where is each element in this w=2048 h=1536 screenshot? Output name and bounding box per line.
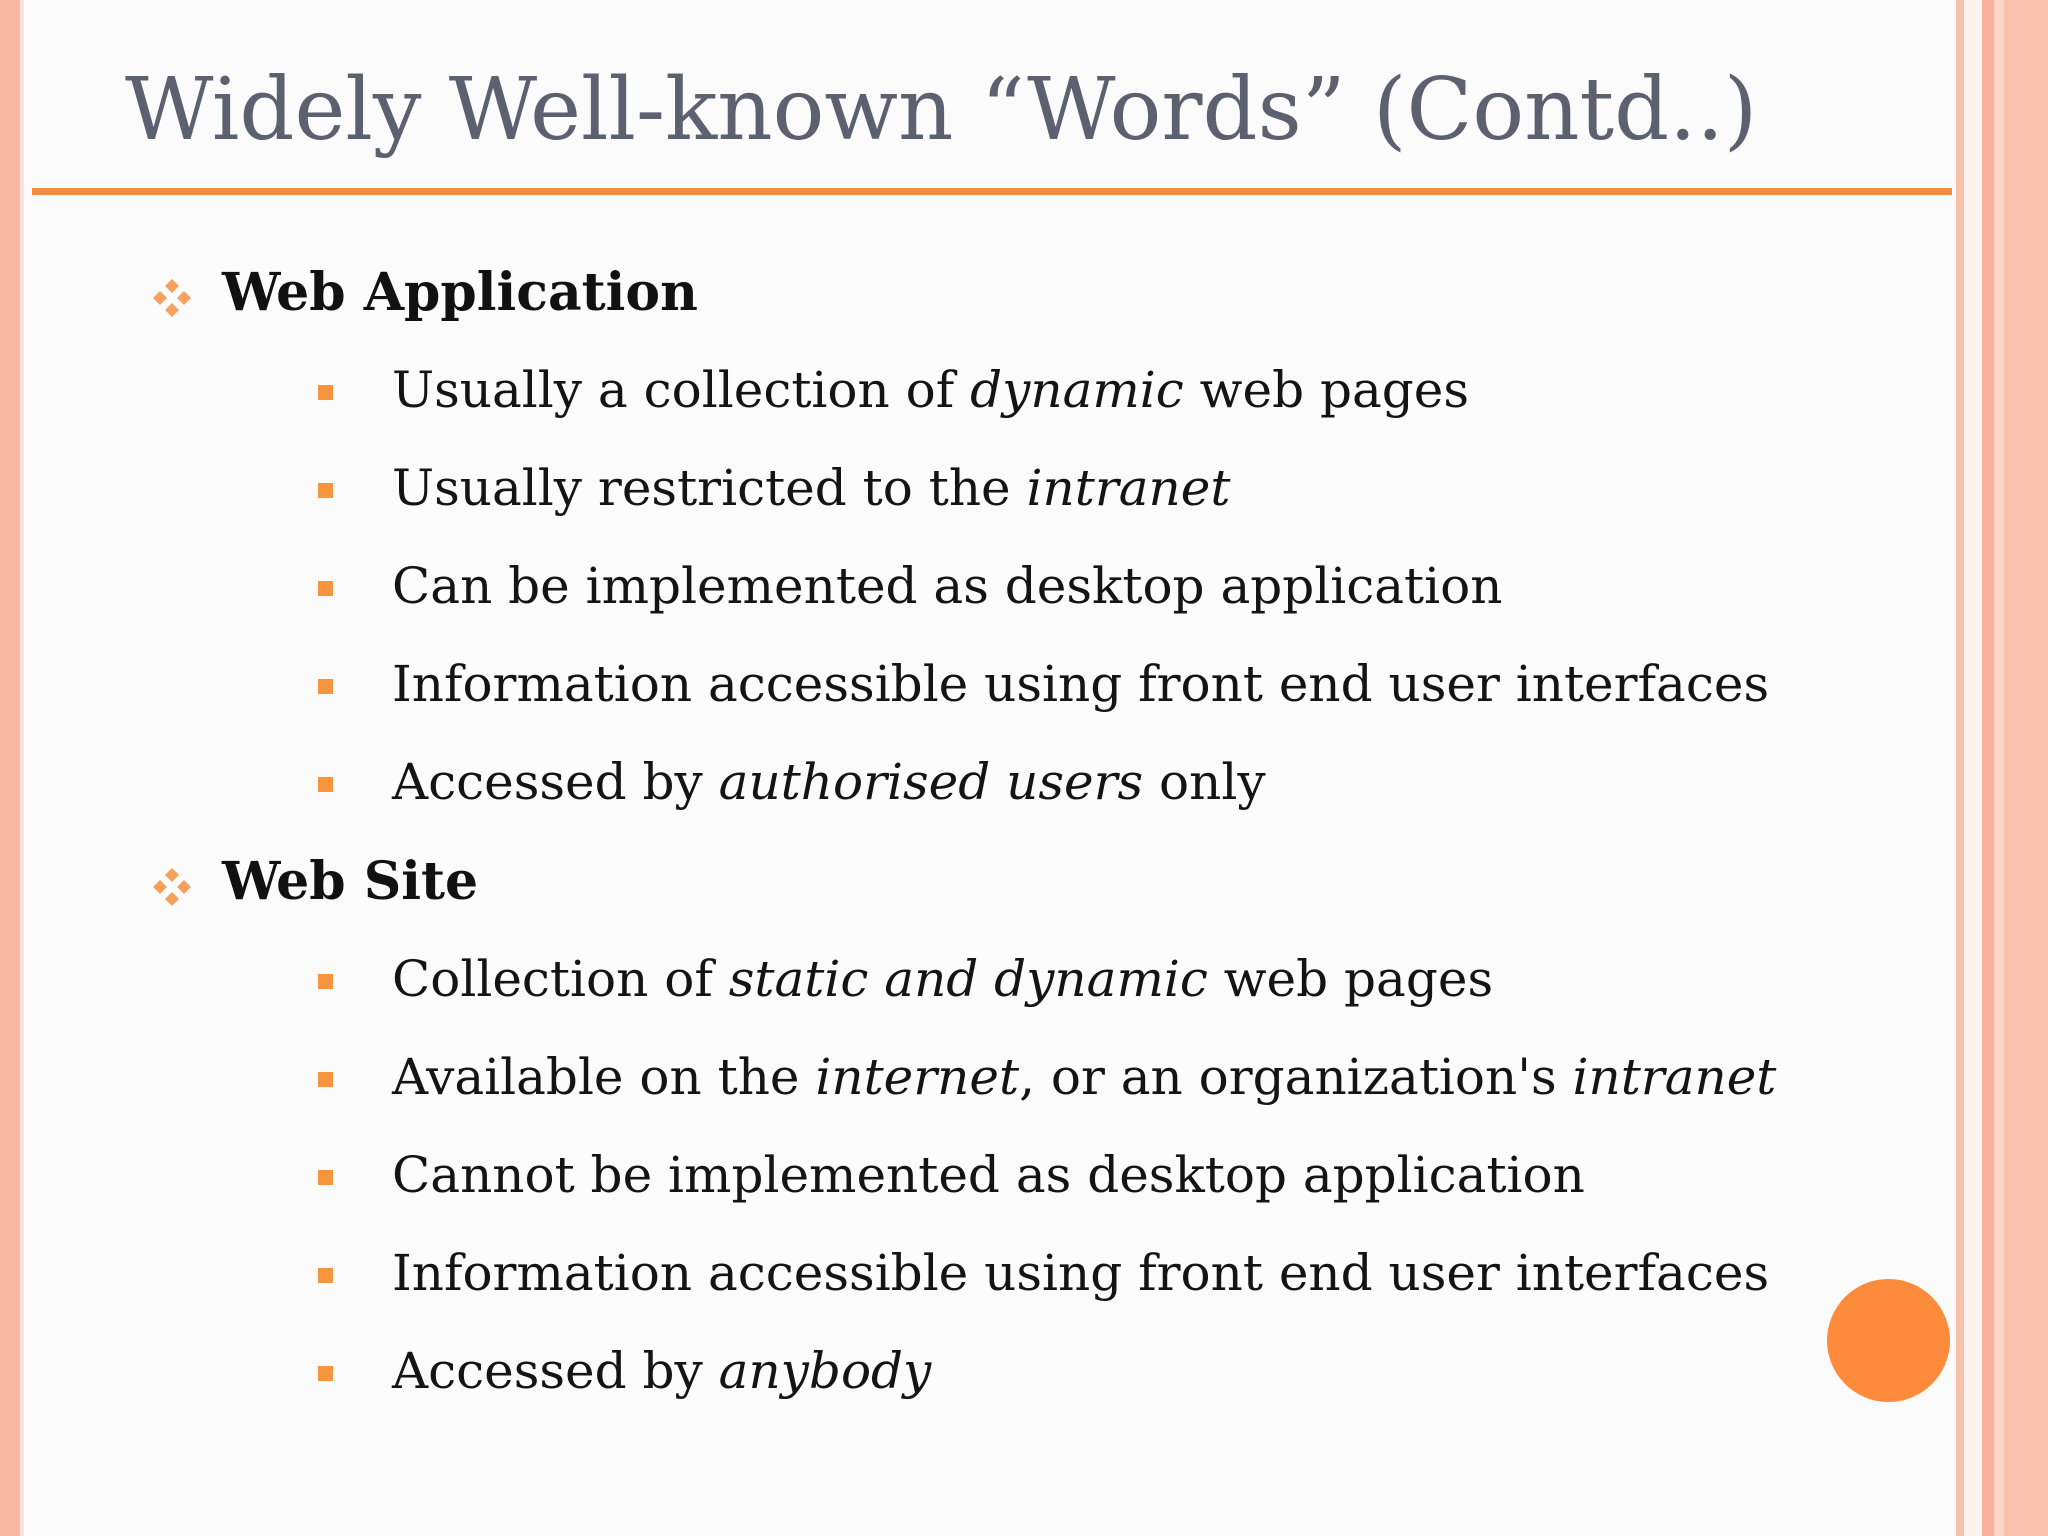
text: Collection of xyxy=(392,950,729,1008)
square-bullet-icon xyxy=(318,483,333,498)
right-border-stripe xyxy=(1994,0,2004,1536)
right-border-stripe xyxy=(1982,0,1994,1536)
italic-text: intranet xyxy=(1026,459,1231,517)
section-heading: Web Application xyxy=(222,262,698,323)
list-item xyxy=(392,950,1493,1008)
list-item xyxy=(392,1048,1776,1106)
text: Cannot be implemented as desktop application xyxy=(392,1146,1585,1204)
text: Can be implemented as desktop application xyxy=(392,557,1503,615)
italic-text: anybody xyxy=(718,1342,932,1400)
text: Information accessible using front end user interfaces xyxy=(392,1244,1770,1302)
square-bullet-icon xyxy=(318,777,333,792)
square-bullet-icon xyxy=(318,1366,333,1381)
list-item xyxy=(392,557,1502,615)
right-border-stripe xyxy=(2004,0,2048,1536)
italic-text: internet xyxy=(815,1048,1020,1106)
list-item xyxy=(392,459,1230,517)
square-bullet-icon xyxy=(318,581,333,596)
italic-text: authorised users xyxy=(718,753,1144,811)
text: Information accessible using front end user interfaces xyxy=(392,655,1770,713)
right-border-stripe xyxy=(1964,0,1982,1536)
text: Usually restricted to the xyxy=(392,459,1027,517)
square-bullet-icon xyxy=(318,974,333,989)
list-item xyxy=(392,753,1266,811)
square-bullet-icon xyxy=(318,1170,333,1185)
diamond-cluster-icon xyxy=(150,865,194,909)
italic-text: intranet xyxy=(1572,1048,1777,1106)
italic-text: dynamic xyxy=(970,361,1184,419)
square-bullet-icon xyxy=(318,1268,333,1283)
slide-title: Widely Well-known “Words” (Contd..) xyxy=(125,60,1758,160)
square-bullet-icon xyxy=(318,1072,333,1087)
text: Accessed by xyxy=(392,753,719,811)
list-item xyxy=(392,361,1469,419)
list-item xyxy=(392,655,1769,713)
diamond-cluster-icon xyxy=(150,276,194,320)
text: Usually a collection of xyxy=(392,361,971,419)
title-underline xyxy=(32,188,1952,195)
section-heading: Web Site xyxy=(222,851,479,912)
text: web pages xyxy=(1207,950,1494,1008)
text: only xyxy=(1143,753,1266,811)
list-item xyxy=(392,1342,931,1400)
italic-text: static and dynamic xyxy=(728,950,1208,1008)
text: web pages xyxy=(1183,361,1470,419)
square-bullet-icon xyxy=(318,385,333,400)
square-bullet-icon xyxy=(318,679,333,694)
list-item xyxy=(392,1146,1585,1204)
decorative-circle xyxy=(1827,1279,1950,1402)
right-border-stripe xyxy=(1956,0,1964,1536)
text: , or an organization's xyxy=(1019,1048,1573,1106)
list-item xyxy=(392,1244,1769,1302)
text: Available on the xyxy=(392,1048,816,1106)
text: Accessed by xyxy=(392,1342,719,1400)
left-border-inner-stripe xyxy=(20,0,24,1536)
left-border-stripe xyxy=(0,0,20,1536)
